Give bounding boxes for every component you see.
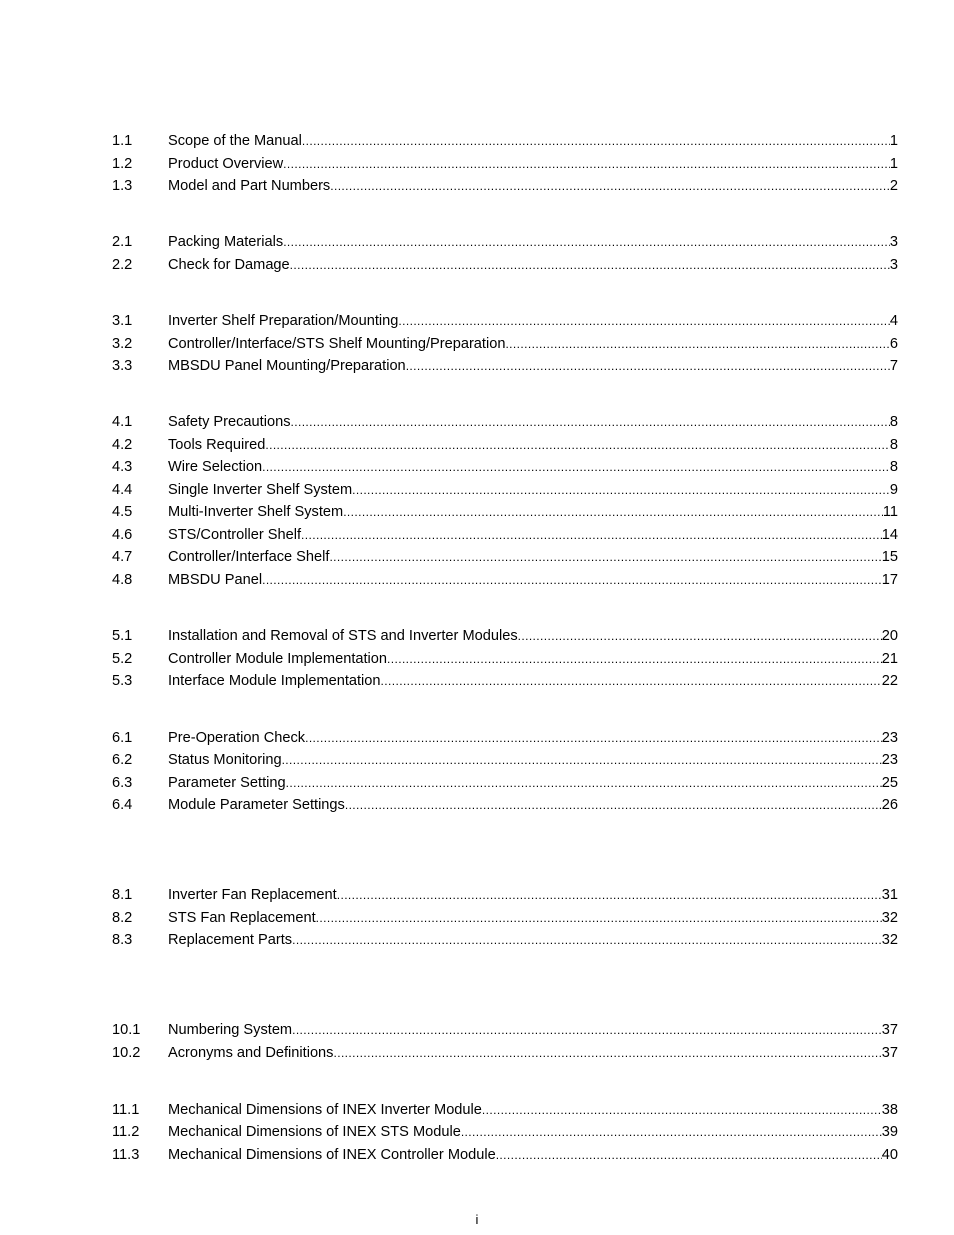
toc-entry-number: 3.3 <box>112 358 133 374</box>
toc-entry[interactable] <box>112 434 898 457</box>
toc-entry-title: Controller/Interface/STS Shelf Mounting/Preparation <box>168 335 506 352</box>
toc-entry[interactable] <box>112 1144 898 1167</box>
toc-entry-page: 32 <box>881 932 898 948</box>
toc-dot-leader <box>262 569 882 592</box>
toc-entry-page: 2 <box>889 178 898 194</box>
toc-entry-number: 6.2 <box>112 752 133 768</box>
toc-entry-number: 3.2 <box>112 335 133 352</box>
toc-entry-title: Installation and Removal of STS and Inverter Modules <box>168 628 518 644</box>
toc-section-group <box>112 1099 898 1167</box>
toc-entry-title: Parameter Setting <box>168 774 286 791</box>
toc-dot-leader <box>330 175 890 198</box>
toc-dot-leader <box>387 648 882 671</box>
toc-entry[interactable] <box>112 884 898 907</box>
toc-entry-number: 5.3 <box>112 673 133 689</box>
toc-entry[interactable] <box>112 254 898 277</box>
toc-entry-page: 23 <box>881 752 898 768</box>
toc-section-group <box>112 727 898 817</box>
toc-entry-page: 31 <box>881 887 898 903</box>
toc-entry[interactable] <box>112 153 898 176</box>
toc-entry-page: 9 <box>889 481 898 498</box>
toc-section-group <box>112 231 898 276</box>
toc-dot-leader <box>282 749 882 772</box>
toc-entry-number: 11.2 <box>112 1124 140 1140</box>
toc-dot-leader <box>337 884 882 907</box>
toc-dot-leader <box>398 310 889 333</box>
toc-dot-leader <box>381 670 882 693</box>
toc-entry[interactable] <box>112 456 898 479</box>
table-of-contents <box>112 130 898 1166</box>
toc-entry-page: 7 <box>889 358 898 374</box>
toc-entry[interactable] <box>112 569 898 592</box>
toc-entry-page: 40 <box>881 1146 898 1163</box>
toc-entry[interactable] <box>112 749 898 772</box>
toc-entry-number: 11.3 <box>112 1146 140 1163</box>
toc-entry-title: Check for Damage <box>168 256 290 273</box>
toc-entry-page: 17 <box>881 571 898 588</box>
toc-entry-number: 6.3 <box>112 774 133 791</box>
toc-entry-page: 11 <box>882 504 898 520</box>
toc-entry-page: 25 <box>881 774 898 791</box>
toc-entry-title: Packing Materials <box>168 234 284 250</box>
toc-entry-title: Wire Selection <box>168 459 263 475</box>
toc-entry[interactable] <box>112 175 898 198</box>
toc-entry[interactable] <box>112 411 898 434</box>
toc-entry-title: Product Overview <box>168 155 284 172</box>
toc-entry-title: MBSDU Panel Mounting/Preparation <box>168 358 406 374</box>
toc-entry-title: Pre-Operation Check <box>168 729 306 746</box>
toc-dot-leader <box>265 434 890 457</box>
toc-entry-number: 8.1 <box>112 887 133 903</box>
toc-entry[interactable] <box>112 907 898 930</box>
toc-entry-number: 4.7 <box>112 549 133 565</box>
toc-dot-leader <box>292 929 882 952</box>
toc-dot-leader <box>302 130 890 153</box>
toc-entry[interactable] <box>112 625 898 648</box>
toc-entry-number: 2.2 <box>112 256 133 273</box>
toc-dot-leader <box>482 1099 882 1122</box>
toc-entry-title: Safety Precautions <box>168 414 291 430</box>
toc-entry-page: 21 <box>881 650 898 667</box>
toc-dot-leader <box>262 456 890 479</box>
toc-entry-page: 37 <box>881 1044 898 1061</box>
toc-entry[interactable] <box>112 794 898 817</box>
toc-entry-title: Mechanical Dimensions of INEX Inverter Module <box>168 1101 482 1118</box>
toc-section-group <box>112 130 898 198</box>
toc-section-group <box>112 884 898 952</box>
toc-dot-leader <box>292 1019 882 1042</box>
toc-entry[interactable] <box>112 1042 898 1065</box>
toc-entry-page: 32 <box>881 909 898 926</box>
toc-entry-number: 11.1 <box>112 1101 140 1118</box>
toc-entry-title: Controller Module Implementation <box>168 650 388 667</box>
page-number: i <box>475 1212 479 1227</box>
toc-entry-number: 4.3 <box>112 459 133 475</box>
toc-dot-leader <box>286 772 882 795</box>
toc-entry[interactable] <box>112 546 898 569</box>
toc-dot-leader <box>352 479 890 502</box>
toc-entry-page: 6 <box>889 335 898 352</box>
toc-entry-title: Interface Module Implementation <box>168 673 381 689</box>
toc-entry-number: 3.1 <box>112 313 133 329</box>
toc-entry-page: 15 <box>881 549 898 565</box>
toc-entry[interactable] <box>112 1121 898 1144</box>
toc-dot-leader <box>283 153 890 176</box>
toc-entry[interactable] <box>112 772 898 795</box>
toc-entry[interactable] <box>112 310 898 333</box>
toc-entry-number: 1.3 <box>112 178 133 194</box>
toc-entry-title: Tools Required <box>168 436 266 453</box>
toc-dot-leader <box>290 254 890 277</box>
toc-entry-page: 8 <box>889 459 898 475</box>
toc-entry[interactable] <box>112 648 898 671</box>
toc-entry-title: Model and Part Numbers <box>168 178 331 194</box>
toc-entry-number: 8.2 <box>112 909 133 926</box>
toc-entry[interactable] <box>112 130 898 153</box>
toc-entry-title: Multi-Inverter Shelf System <box>168 504 344 520</box>
toc-entry-page: 1 <box>889 133 898 149</box>
toc-entry-page: 20 <box>881 628 898 644</box>
toc-entry-page: 4 <box>889 313 898 329</box>
toc-entry-number: 8.3 <box>112 932 133 948</box>
toc-entry[interactable] <box>112 355 898 378</box>
toc-entry-number: 4.6 <box>112 526 133 543</box>
toc-dot-leader <box>329 546 881 569</box>
toc-entry[interactable] <box>112 727 898 750</box>
toc-dot-leader <box>518 625 882 648</box>
toc-entry-page: 23 <box>881 729 898 746</box>
toc-entry-number: 4.5 <box>112 504 133 520</box>
toc-entry-page: 3 <box>889 234 898 250</box>
toc-section-group <box>112 411 898 591</box>
toc-dot-leader <box>305 727 882 750</box>
toc-entry-number: 10.2 <box>112 1044 141 1061</box>
toc-entry-title: Module Parameter Settings <box>168 797 345 813</box>
toc-entry[interactable] <box>112 231 898 254</box>
toc-entry-number: 2.1 <box>112 234 133 250</box>
toc-dot-leader <box>461 1121 882 1144</box>
toc-dot-leader <box>316 907 882 930</box>
toc-entry-title: Numbering System <box>168 1022 293 1038</box>
toc-entry-title: STS/Controller Shelf <box>168 526 302 543</box>
toc-section-group <box>112 310 898 378</box>
toc-entry[interactable] <box>112 333 898 356</box>
toc-entry-title: Mechanical Dimensions of INEX STS Module <box>168 1124 461 1140</box>
toc-entry-page: 8 <box>889 414 898 430</box>
toc-entry-title: Acronyms and Definitions <box>168 1044 334 1061</box>
toc-entry[interactable] <box>112 929 898 952</box>
toc-entry-page: 3 <box>889 256 898 273</box>
toc-dot-leader <box>291 411 890 434</box>
toc-entry-title: MBSDU Panel <box>168 571 263 588</box>
toc-entry-number: 4.8 <box>112 571 133 588</box>
toc-entry-title: STS Fan Replacement <box>168 909 316 926</box>
toc-entry[interactable] <box>112 670 898 693</box>
toc-entry-page: 26 <box>881 797 898 813</box>
toc-dot-leader <box>343 501 883 524</box>
toc-entry-number: 5.1 <box>112 628 133 644</box>
toc-entry-number: 1.1 <box>112 133 133 149</box>
toc-entry[interactable] <box>112 524 898 547</box>
toc-entry-page: 1 <box>889 155 898 172</box>
toc-entry-number: 4.2 <box>112 436 133 453</box>
toc-entry-title: Controller/Interface Shelf <box>168 549 330 565</box>
toc-entry-page: 22 <box>881 673 898 689</box>
toc-entry-title: Inverter Fan Replacement <box>168 887 337 903</box>
toc-entry[interactable] <box>112 1019 898 1042</box>
toc-entry-page: 39 <box>881 1124 898 1140</box>
toc-dot-leader <box>496 1144 882 1167</box>
toc-entry-number: 10.1 <box>112 1022 141 1038</box>
toc-dot-leader <box>333 1042 881 1065</box>
toc-entry-title: Replacement Parts <box>168 932 293 948</box>
toc-dot-leader <box>301 524 882 547</box>
toc-entry[interactable] <box>112 479 898 502</box>
toc-dot-leader <box>505 333 889 356</box>
toc-entry[interactable] <box>112 1099 898 1122</box>
toc-entry-title: Mechanical Dimensions of INEX Controller Module <box>168 1146 496 1163</box>
toc-entry-page: 14 <box>881 526 898 543</box>
toc-entry-number: 6.1 <box>112 729 133 746</box>
toc-entry-number: 5.2 <box>112 650 133 667</box>
toc-entry-title: Status Monitoring <box>168 752 282 768</box>
toc-section-group <box>112 1019 898 1064</box>
toc-entry-title: Inverter Shelf Preparation/Mounting <box>168 313 399 329</box>
toc-entry-number: 4.1 <box>112 414 133 430</box>
toc-entry[interactable] <box>112 501 898 524</box>
toc-entry-title: Single Inverter Shelf System <box>168 481 353 498</box>
toc-dot-leader <box>406 355 890 378</box>
toc-dot-leader <box>283 231 890 254</box>
toc-section-group <box>112 625 898 693</box>
toc-entry-page: 37 <box>881 1022 898 1038</box>
toc-entry-page: 8 <box>889 436 898 453</box>
toc-entry-number: 4.4 <box>112 481 133 498</box>
toc-entry-number: 6.4 <box>112 797 133 813</box>
toc-entry-page: 38 <box>881 1101 898 1118</box>
toc-entry-title: Scope of the Manual <box>168 133 302 149</box>
toc-entry-number: 1.2 <box>112 155 133 172</box>
toc-dot-leader <box>345 794 882 817</box>
